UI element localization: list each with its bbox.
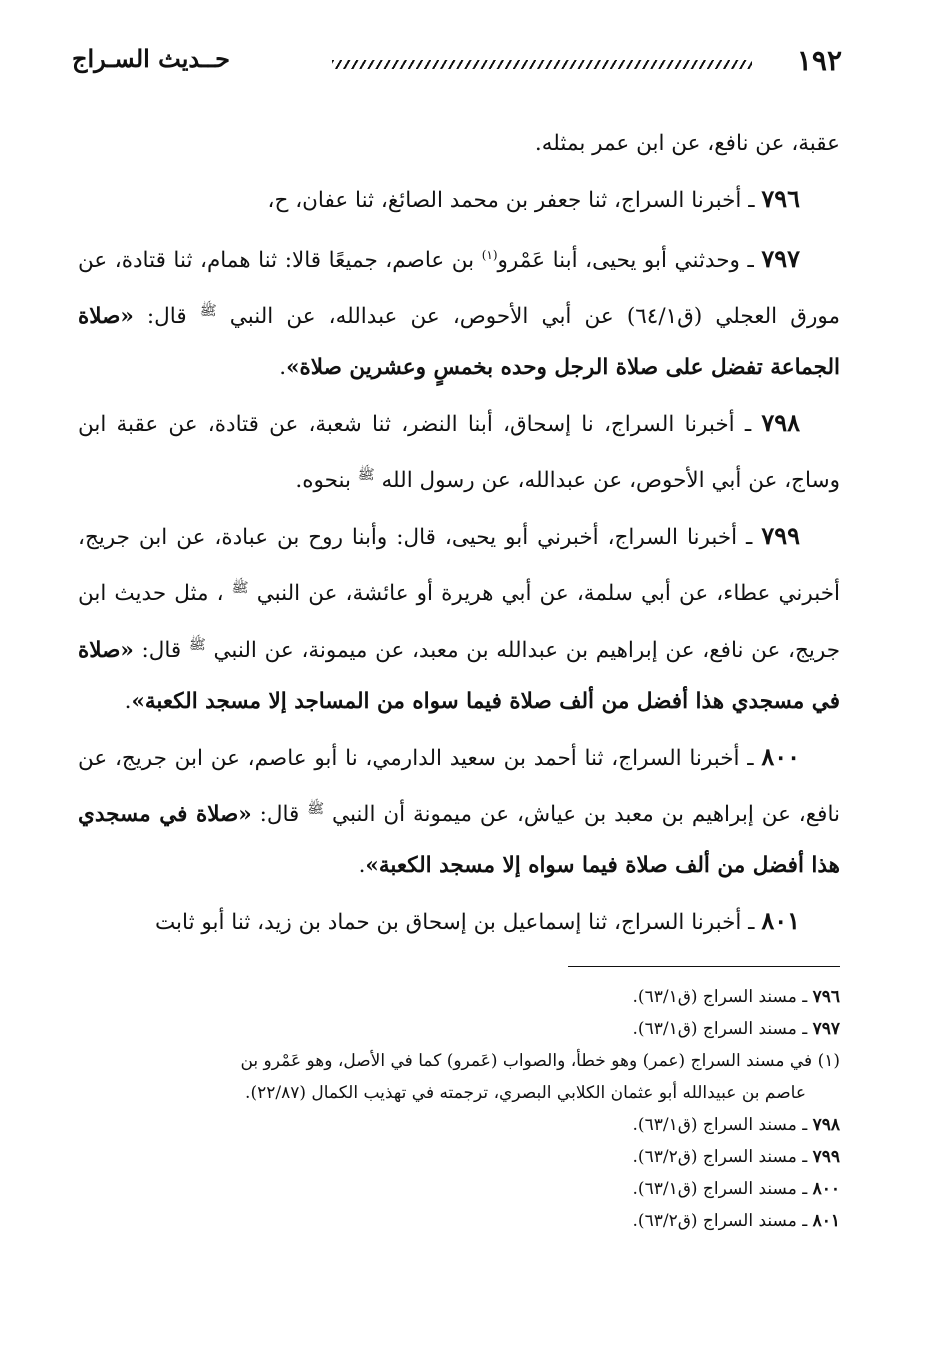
hadith-number: ٨٠٠ [761, 741, 800, 771]
hadith-number: ٧٩٦ [761, 184, 800, 213]
footnote-reference: (١) [481, 248, 498, 262]
hadith-796: ٧٩٦ ـ أخبرنا السراج، ثنا جعفر بن محمد الصائغ، ثنا عفان، ح، [267, 184, 800, 213]
footnotes [78, 982, 840, 1238]
hadith-number: ٨٠١ [761, 905, 800, 935]
hadith-quote: «صلاة الجماعة تفضل على صلاة الرجل وحده بخمسٍ وعشرين صلاة» [78, 304, 840, 381]
hadith-quote: «صلاة في مسجدي هذا أفضل من ألف صلاة فيما سواه إلا مسجد الكعبة» [78, 801, 840, 878]
hadith-quote: «صلاة في مسجدي هذا أفضل من ألف صلاة فيما سواه من المساجد إلا مسجد الكعبة» [78, 637, 840, 714]
page-number: ١٩٢ [796, 44, 842, 77]
salutation-glyph: ﷺ [188, 636, 206, 653]
footnote-796: ٧٩٦ ـ مسند السراج (ق٦٣/١). [632, 987, 840, 1007]
hadith-number: ٧٩٩ [761, 521, 800, 551]
footnote-798: ٧٩٨ ـ مسند السراج (ق٦٣/١). [632, 1115, 840, 1135]
footnote-800: ٨٠٠ ـ مسند السراج (ق٦٣/١). [632, 1179, 840, 1199]
salutation-glyph: ﷺ [199, 303, 217, 320]
footnote-797: ٧٩٧ ـ مسند السراج (ق٦٣/١). [632, 1019, 840, 1039]
hadith-797: ٧٩٧ ـ وحدثني أبو يحيى، أبنا عَمْرو$^{(١)}$ بن عاصم، جميعًا قالا: ثنا همام، ثنا قتادة، عن مورق العجلي (ق٦٤/١) عن أبي الأحوص، عن عبدالله، عن النبي $^ﷺ$ قال: «صلاة الجماعة تفضل على صلاة الرجل وحده بخمسٍ وعشرين صلاة». [78, 244, 840, 381]
running-title: حــديث السـراج [72, 44, 230, 73]
footnote-1-continuation: عاصم بن عبيدالله أبو عثمان الكلابي البصري، ترجمته في تهذيب الكمال (٢٢/٨٧). [245, 1083, 806, 1103]
page-header [72, 40, 842, 80]
hadith-number: ٧٩٨ [761, 408, 800, 438]
footnote-801: ٨٠١ ـ مسند السراج (ق٦٣/٢). [632, 1211, 840, 1231]
salutation-glyph: ﷺ [307, 800, 325, 817]
hadith-number: ٧٩٧ [761, 244, 800, 274]
hadith-801: ٨٠١ ـ أخبرنا السراج، ثنا إسماعيل بن إسحاق بن حماد بن زيد، ثنا أبو ثابت [154, 905, 800, 935]
footnote-separator [568, 966, 840, 967]
main-text [78, 118, 840, 952]
hadith-800: ٨٠٠ ـ أخبرنا السراج، ثنا أحمد بن سعيد الدارمي، نا أبو عاصم، عن ابن جريج، عن نافع، عن إبراهيم بن معبد بن عياش، عن ميمونة أن النبي $^ﷺ$ قال: «صلاة في مسجدي هذا أفضل من ألف صلاة فيما سواه إلا مسجد الكعبة». [78, 741, 840, 878]
paragraph-continuation: عقبة، عن نافع، عن ابن عمر بمثله. [534, 131, 840, 156]
hadith-798: ٧٩٨ ـ أخبرنا السراج، نا إسحاق، أبنا النضر، ثنا شعبة، عن قتادة، عن عقبة ابن وساج، عن أبي الأحوص، عن عبدالله، عن رسول الله $^ﷺ$ بنحوه. [78, 408, 840, 494]
salutation-glyph: ﷺ [357, 467, 375, 484]
header-ornament-rule [332, 60, 752, 69]
salutation-glyph: ﷺ [231, 580, 249, 597]
hadith-799: ٧٩٩ ـ أخبرنا السراج، أخبرني أبو يحيى، قال: وأبنا روح بن عبادة، عن ابن جريج، أخبرني عطاء، عن أبي سلمة، عن أبي هريرة أو عائشة، عن النبي $^ﷺ$ ، مثل حديث ابن جريج، عن نافع، عن إبراهيم بن عبدالله بن معبد، عن ميمونة، عن النبي $^ﷺ$ قال: «صلاة في مسجدي هذا أفضل من ألف صلاة فيما سواه من المساجد إلا مسجد الكعبة». [78, 521, 840, 714]
footnote-1: (١) في مسند السراج (عمر) وهو خطأ، والصواب (عَمرو) كما في الأصل، وهو عَمْرو بن [240, 1051, 840, 1071]
footnote-799: ٧٩٩ ـ مسند السراج (ق٦٣/٢). [632, 1147, 840, 1167]
